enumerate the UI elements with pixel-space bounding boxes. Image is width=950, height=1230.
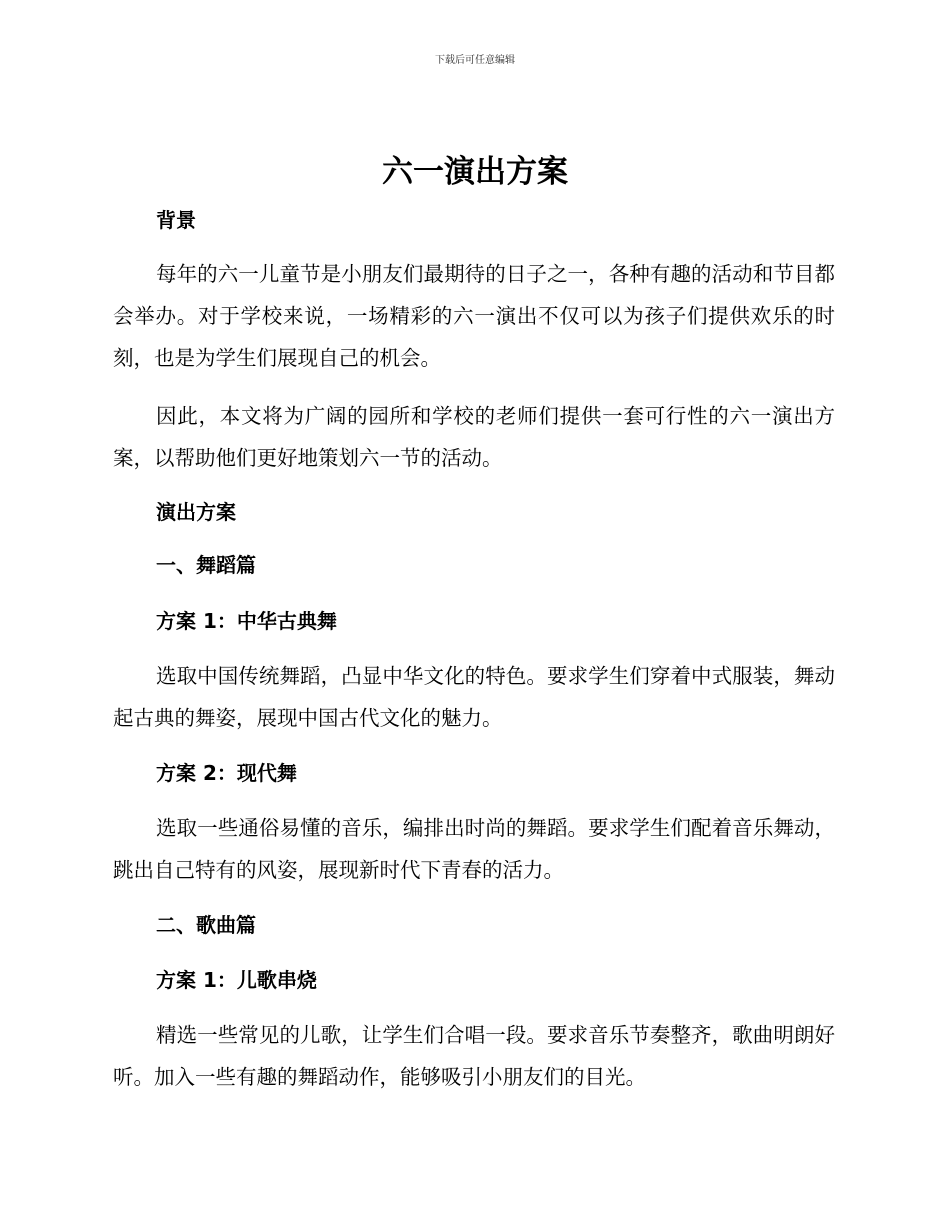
song-plan-1-text: 精选一些常见的儿歌，让学生们合唱一段。要求音乐节奏整齐，歌曲明朗好听。加入一些有趣的舞蹈动作，能够吸引小朋友们的目光。 — [113, 1023, 835, 1089]
dance-plan-1-heading: 方案 1：中华古典舞 — [156, 609, 337, 633]
song-plan-1-heading: 方案 1：儿歌串烧 — [156, 968, 317, 992]
background-paragraph-2: 因此，本文将为广阔的园所和学校的老师们提供一套可行性的六一演出方案，以帮助他们更好地策划六一节的活动。 — [113, 404, 835, 470]
song-section-heading: 二、歌曲篇 — [156, 913, 256, 937]
background-heading: 背景 — [156, 208, 196, 232]
document-title: 六一演出方案 — [382, 154, 568, 190]
dance-plan-2-heading: 方案 2：现代舞 — [156, 761, 297, 785]
dance-plan-1-text: 选取中国传统舞蹈，凸显中华文化的特色。要求学生们穿着中式服装，舞动起古典的舞姿，展现中国古代文化的魅力。 — [113, 664, 835, 730]
dance-plan-2-text: 选取一些通俗易懂的音乐，编排出时尚的舞蹈。要求学生们配着音乐舞动，跳出自己特有的风姿，展现新时代下青春的活力。 — [113, 816, 835, 882]
dance-section-heading: 一、舞蹈篇 — [156, 553, 256, 577]
page-header-note: 下载后可任意编辑 — [435, 55, 515, 66]
background-paragraph-1: 每年的六一儿童节是小朋友们最期待的日子之一，各种有趣的活动和节目都会举办。对于学校来说，一场精彩的六一演出不仅可以为孩子们提供欢乐的时刻，也是为学生们展现自己的机会。 — [113, 262, 835, 370]
plan-heading: 演出方案 — [156, 500, 236, 524]
